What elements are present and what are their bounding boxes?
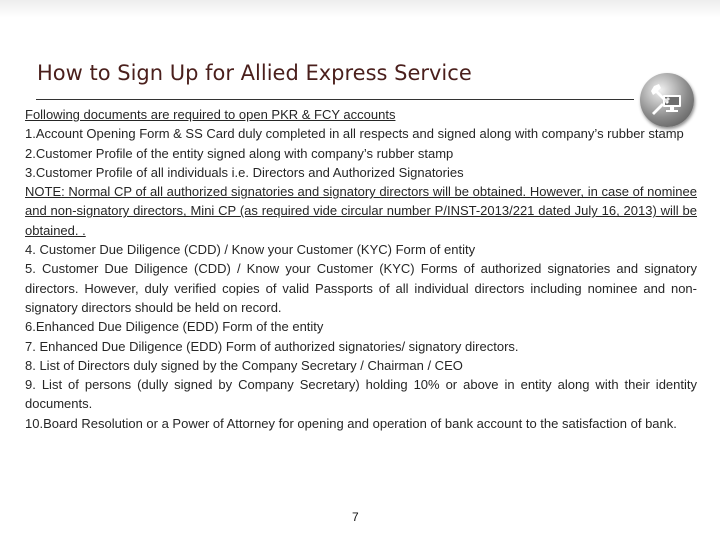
- list-item: 10.Board Resolution or a Power of Attorney for opening and operation of bank account to the satisfaction of bank.: [25, 415, 677, 431]
- slide-title: How to Sign Up for Allied Express Service: [37, 61, 472, 85]
- requirements-text: [25, 105, 697, 433]
- list-item: 1.Account Opening Form & SS Card duly completed in all respects and signed along with company’s rubber stamp: [25, 126, 684, 142]
- intro-line: Following documents are required to open PKR & FCY accounts: [25, 107, 396, 122]
- list-item: 6.Enhanced Due Diligence (EDD) Form of the entity: [25, 319, 324, 335]
- top-gradient-band: [0, 0, 720, 18]
- list-item: 8. List of Directors duly signed by the Company Secretary / Chairman / CEO: [25, 357, 463, 373]
- list-item: 5. Customer Due Diligence (CDD) / Know your Customer (KYC) Forms of authorized signatories and signatory directors. However, duly verified copies of valid Passports of all individual directors including nominee and non-signatory directors should be held on record.: [25, 261, 697, 315]
- list-item: 4. Customer Due Diligence (CDD) / Know your Customer (KYC) Form of entity: [25, 242, 476, 258]
- list-item: 9. List of persons (dully signed by Company Secretary) holding 10% or above in entity along with their identity documents.: [25, 377, 697, 412]
- list-item: 3.Customer Profile of all individuals i.e. Directors and Authorized Signatories: [25, 164, 464, 180]
- note-paragraph: NOTE: Normal CP of all authorized signatories and signatory directors will be obtained. However, in case of nominee and non-signatory directors, Mini CP (as required vide circular number P/INST-2013/221 dated July 16, 2013) will be obtained. .: [25, 184, 697, 238]
- page-number: 7: [352, 510, 359, 524]
- title-underline-rule: [36, 99, 634, 100]
- list-item: 7. Enhanced Due Diligence (EDD) Form of authorized signatories/ signatory directors.: [25, 338, 519, 354]
- list-item: 2.Customer Profile of the entity signed along with company’s rubber stamp: [25, 145, 454, 161]
